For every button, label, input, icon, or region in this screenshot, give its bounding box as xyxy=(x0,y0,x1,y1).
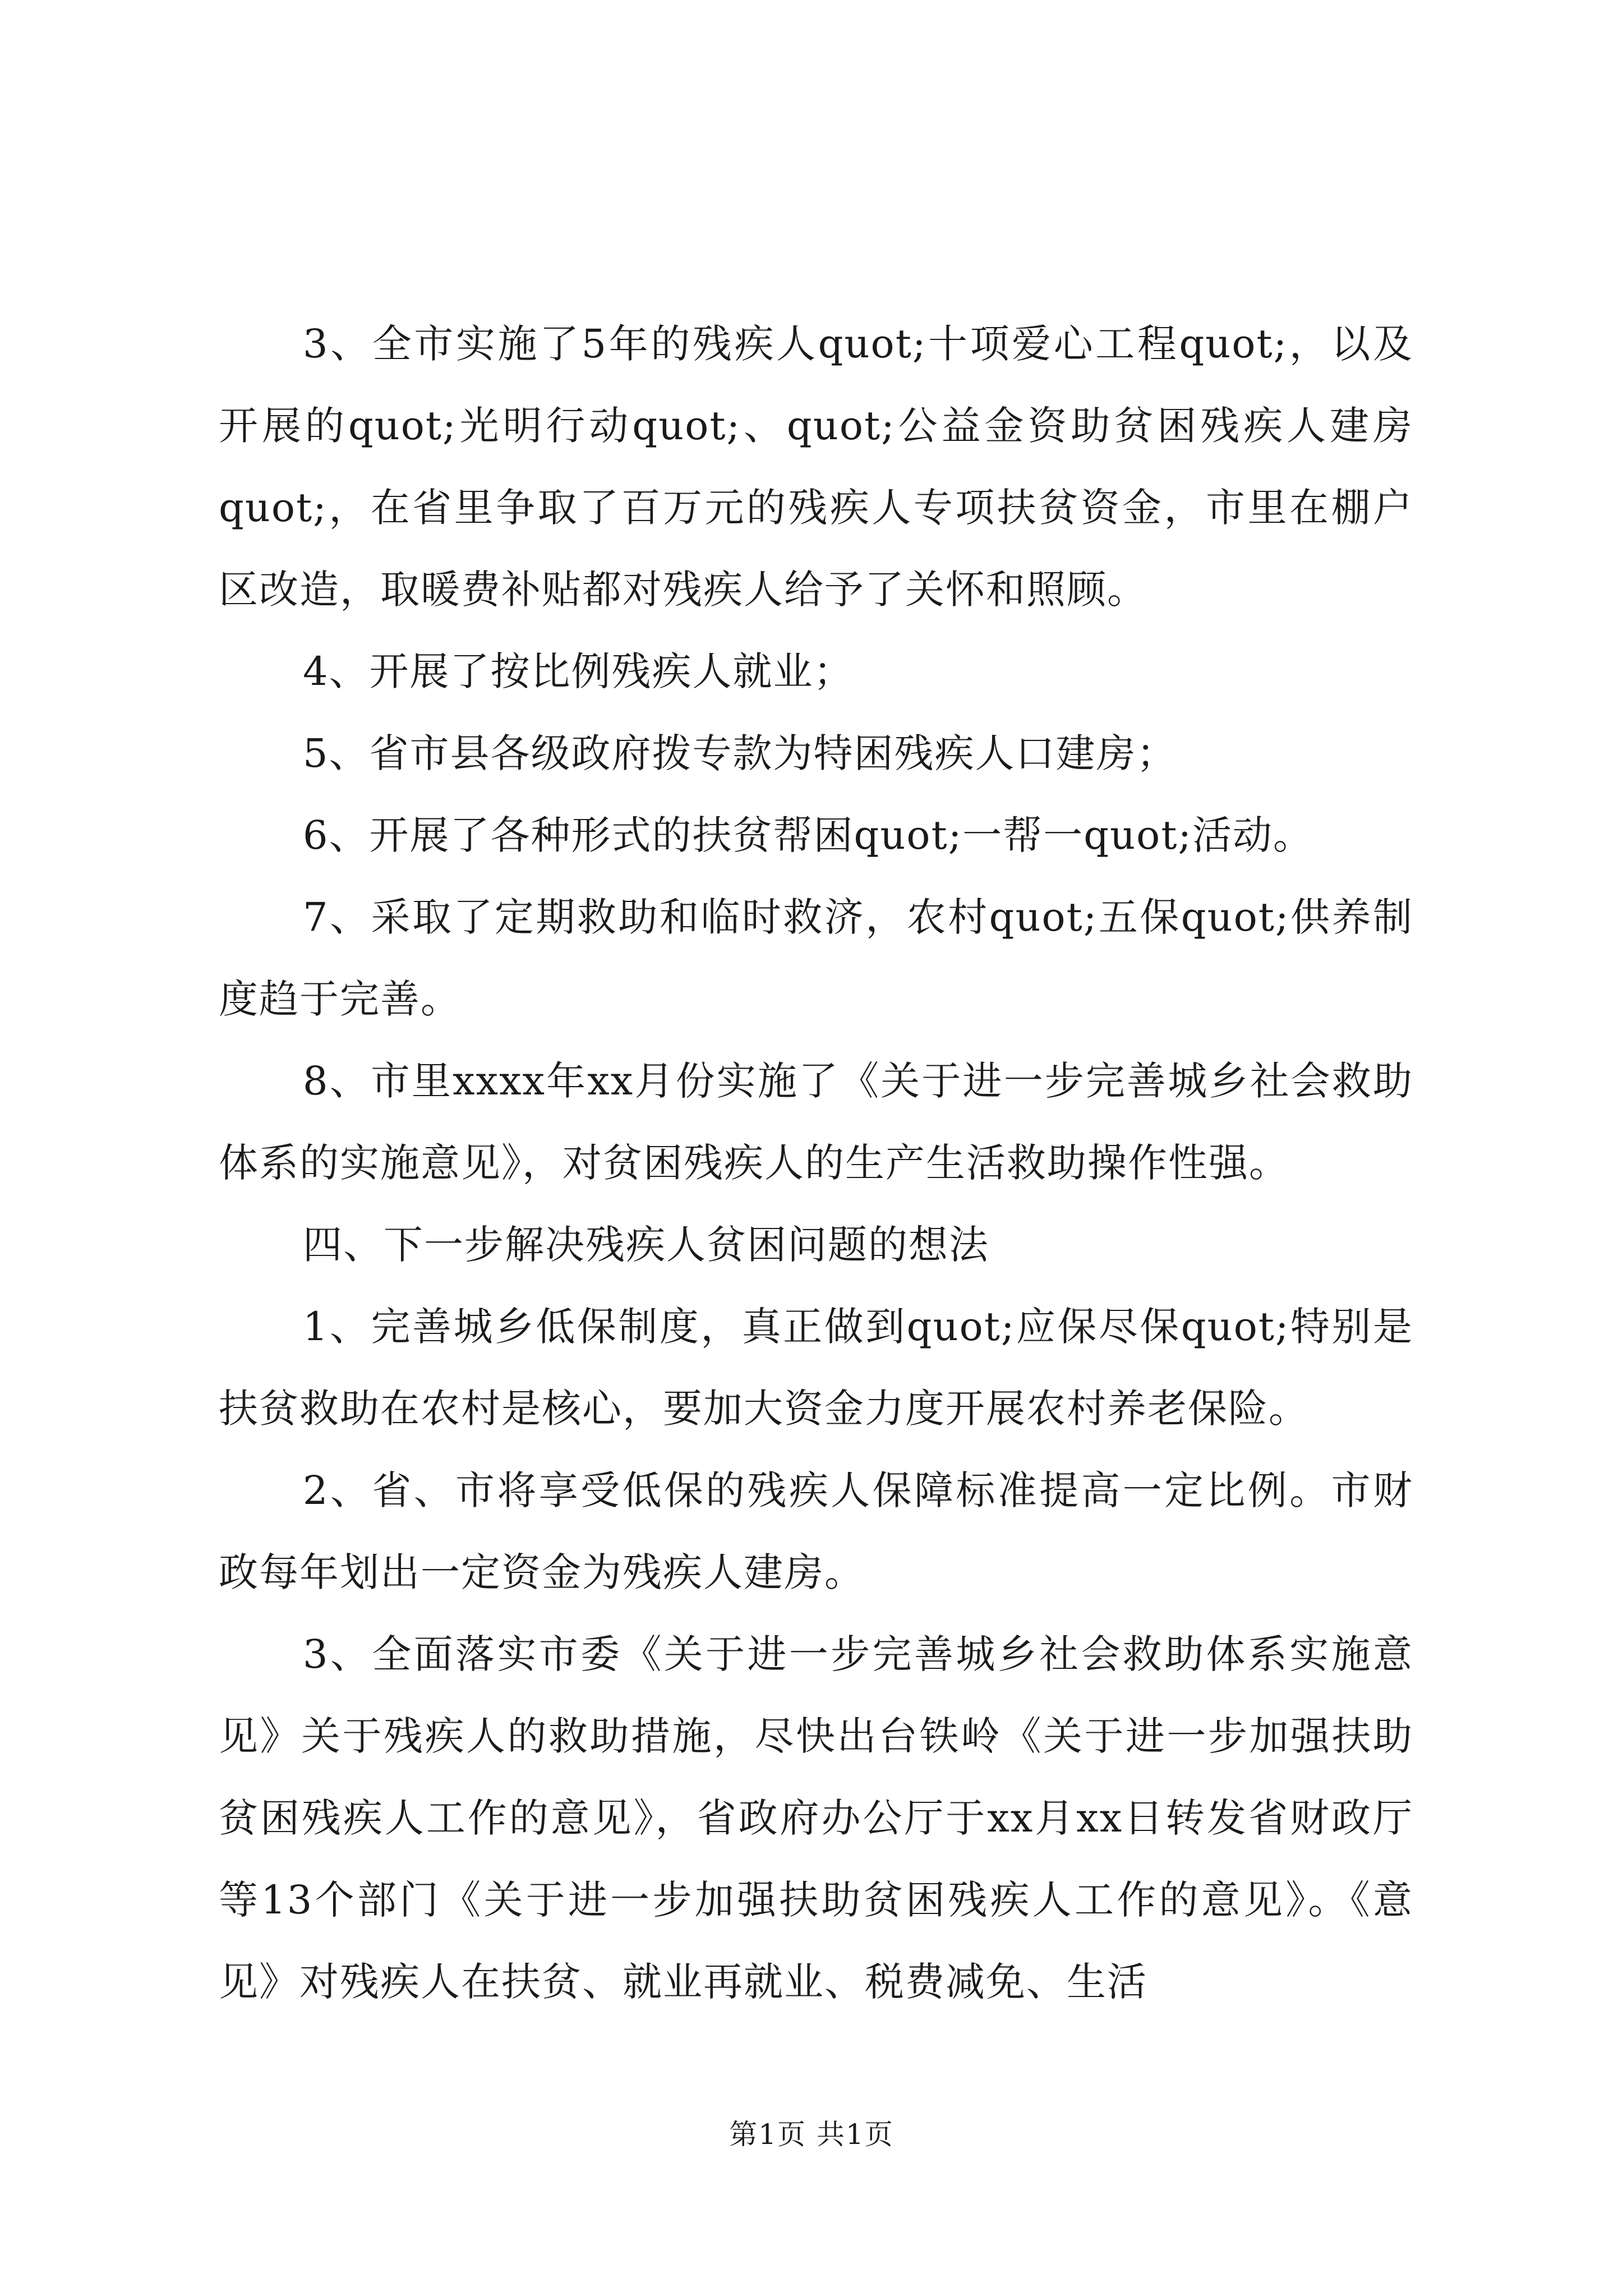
section-heading: 四、下一步解决残疾人贫困问题的想法 xyxy=(303,1222,989,1268)
page-footer xyxy=(0,2115,1623,2154)
paragraph-item-3-programs: 3、全市实施了5年的残疾人quot;十项爱心工程quot;，以及开展的quot;光明行动quot;、quot;公益金资助贫困残疾人建房quot;，在省里争取了百万元的残疾人专项扶贫资金，市里在棚户区改造，取暖费补贴都对残疾人给予了关怀和照顾。 xyxy=(219,321,1413,613)
paragraph-item-7-relief: 7、采取了定期救助和临时救济，农村quot;五保quot;供养制度趋于完善。 xyxy=(219,894,1413,1022)
paragraph-plan-1: 1、完善城乡低保制度，真正做到quot;应保尽保quot;特别是扶贫救助在农村是核心，要加大资金力度开展农村养老保险。 xyxy=(219,1304,1413,1432)
paragraph-item-6-activities: 6、开展了各种形式的扶贫帮困quot;一帮一quot;活动。 xyxy=(303,812,1314,858)
document-body xyxy=(219,303,1413,2023)
paragraph-plan-2: 2、省、市将享受低保的残疾人保障标准提高一定比例。市财政每年划出一定资金为残疾人建房。 xyxy=(219,1467,1413,1595)
paragraph-item-8-policy: 8、市里xxxx年xx月份实施了《关于进一步完善城乡社会救助体系的实施意见》，对贫困残疾人的生产生活救助操作性强。 xyxy=(219,1058,1413,1186)
paragraph-item-5-housing: 5、省市县各级政府拨专款为特困残疾人口建房； xyxy=(303,730,1177,776)
paragraph-item-4-employment: 4、开展了按比例残疾人就业； xyxy=(303,648,854,694)
paragraph-plan-3: 3、全面落实市委《关于进一步完善城乡社会救助体系实施意见》关于残疾人的救助措施，尽快出台铁岭《关于进一步加强扶助贫困残疾人工作的意见》，省政府办公厅于xx月xx日转发省财政厅等13个部门《关于进一步加强扶助贫困残疾人工作的意见》。《意见》对残疾人在扶贫、就业再就业、税费减免、生活 xyxy=(219,1631,1413,2005)
page-number-label: 第1页 共1页 xyxy=(729,2118,894,2151)
